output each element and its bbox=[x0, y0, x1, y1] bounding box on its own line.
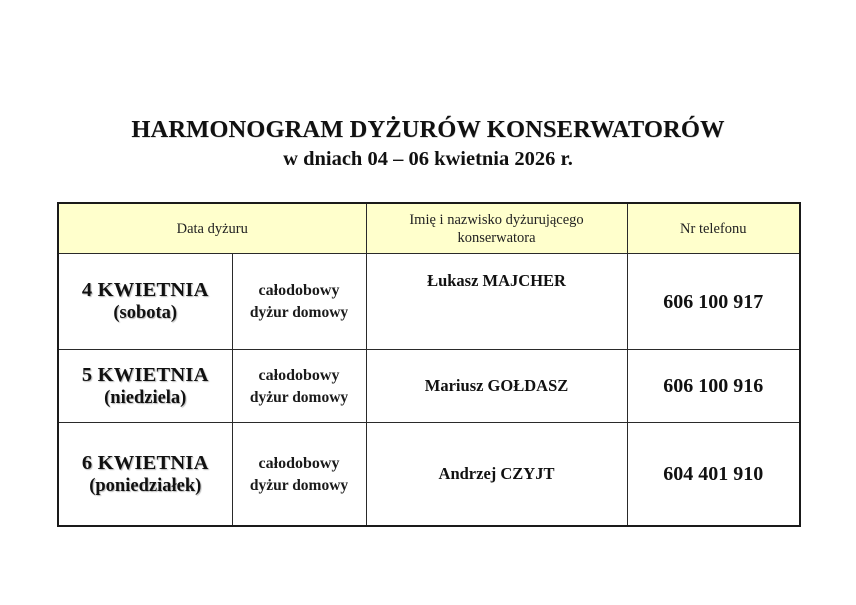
table-row bbox=[58, 254, 800, 350]
conservator-name: Andrzej CZYJT bbox=[366, 423, 627, 527]
header-duty-date: Data dyżuru bbox=[58, 203, 366, 254]
duty-weekday: (poniedziałek) bbox=[89, 475, 202, 496]
duty-date: 6 KWIETNIA bbox=[81, 451, 209, 474]
duty-type-cell bbox=[232, 423, 366, 527]
duty-type-line1: całodobowy bbox=[258, 282, 340, 299]
conservator-name: Łukasz MAJCHER bbox=[366, 254, 627, 350]
header-phone-number: Nr telefonu bbox=[627, 203, 800, 254]
duty-schedule-table bbox=[57, 202, 801, 527]
duty-type-line2: dyżur domowy bbox=[249, 304, 349, 321]
header-conservator-name-label: Imię i nazwisko dyżurującego konserwatora bbox=[409, 211, 584, 246]
duty-type-cell bbox=[232, 254, 366, 350]
document-subtitle: w dniach 04 – 06 kwietnia 2026 r. bbox=[283, 148, 573, 170]
duty-type-line1: całodobowy bbox=[258, 366, 340, 384]
phone-number: 604 401 910 bbox=[627, 423, 800, 527]
duty-type-line1: całodobowy bbox=[258, 454, 340, 472]
duty-weekday: (niedziela) bbox=[104, 387, 187, 408]
phone-number: 606 100 916 bbox=[627, 350, 800, 423]
table-row bbox=[58, 350, 800, 423]
duty-date-cell bbox=[58, 254, 232, 350]
duty-weekday: (sobota) bbox=[113, 303, 178, 323]
conservator-name: Mariusz GOŁDASZ bbox=[366, 350, 627, 423]
duty-type-line2: dyżur domowy bbox=[249, 476, 349, 494]
duty-date: 4 KWIETNIA bbox=[81, 279, 209, 301]
duty-date: 5 KWIETNIA bbox=[81, 363, 209, 386]
duty-type-cell bbox=[232, 350, 366, 423]
duty-date-cell bbox=[58, 350, 232, 423]
document-title: HARMONOGRAM DYŻURÓW KONSERWATORÓW bbox=[131, 116, 725, 143]
duty-type-line2: dyżur domowy bbox=[249, 388, 349, 406]
phone-number: 606 100 917 bbox=[627, 254, 800, 350]
table-header-row bbox=[58, 203, 800, 254]
table-row bbox=[58, 423, 800, 527]
duty-date-cell bbox=[58, 423, 232, 527]
header-conservator-name bbox=[366, 203, 627, 254]
